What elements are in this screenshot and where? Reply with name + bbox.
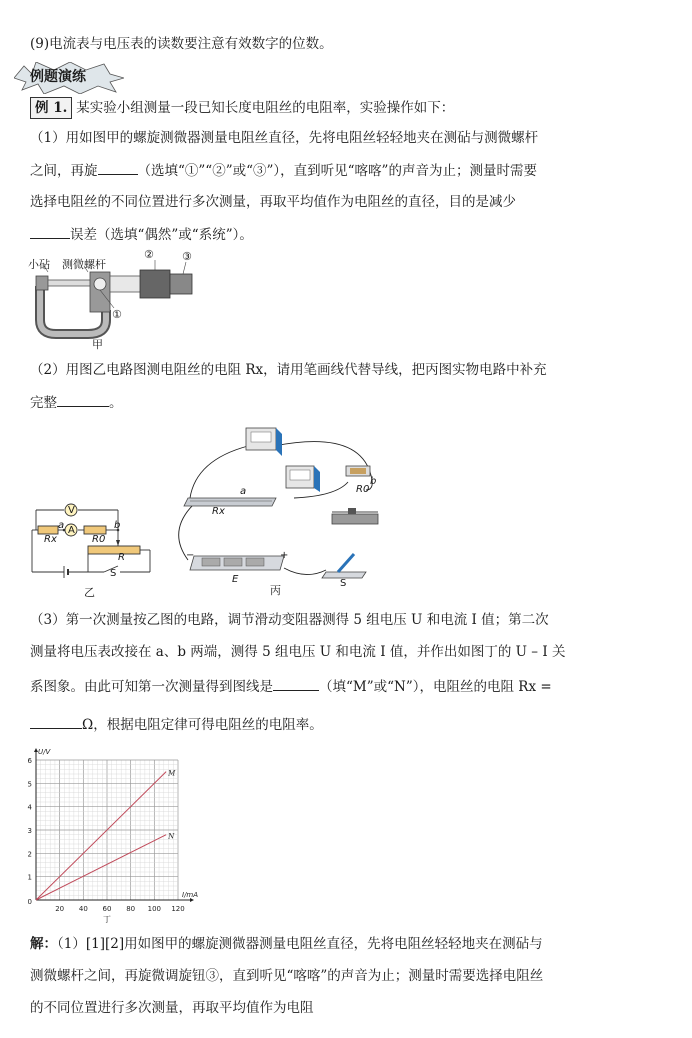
y-tick-label: 4 [27, 803, 32, 812]
rheostat-device-icon [332, 508, 378, 524]
x-tick-label: 40 [78, 905, 88, 913]
series-line-m [36, 772, 166, 900]
q2-line2-a: 完整 [30, 395, 57, 411]
q2-line1: （2）用图乙电路图测电阻丝的电阻 Rx，请用笔画线代替导线，把丙图实物电路中补充 [30, 362, 547, 378]
x-tick-label: 100 [147, 905, 162, 913]
answer-blank-circuit[interactable] [57, 392, 109, 407]
solution-line3: 的不同位置进行多次测量，再取平均值作为电阻 [30, 1000, 314, 1016]
example-intro-text: 某实验小组测量一段已知长度电阻丝的电阻率，实验操作如下： [76, 100, 455, 116]
x-tick-label: 120 [171, 905, 185, 913]
mark-1: ① [112, 308, 122, 321]
label-bing-b: b [370, 476, 377, 487]
label-yi-a: a [58, 520, 65, 531]
solution-line1 [30, 934, 670, 954]
label-yi-s: S [110, 568, 117, 579]
q1-line2-a: 之间，再旋 [30, 163, 98, 179]
q1-line2-b: （选填“①”“②”或“③”），直到听见“喀喀”的声音为止；测量时需要 [137, 163, 537, 179]
answer-blank-error-type[interactable] [30, 224, 70, 239]
series-label-m: M [168, 769, 176, 778]
q2-line2 [30, 392, 670, 413]
mark-2: ② [144, 248, 154, 261]
switch-device-icon [322, 554, 366, 578]
label-bing-r0: R0 [356, 484, 370, 495]
y-tick-label: 3 [27, 827, 32, 835]
label-bing-e: E [232, 574, 239, 585]
lock-knob-icon [94, 278, 106, 290]
label-bing-s: S [340, 578, 347, 589]
anvil-icon [36, 276, 48, 290]
q3-line4 [30, 714, 670, 735]
origin-label: 0 [27, 898, 32, 906]
q1-line2 [30, 160, 670, 181]
label-bing-rx: Rx [212, 506, 225, 517]
q3-line3 [30, 676, 670, 697]
label-yi-rx: Rx [44, 534, 57, 545]
micrometer-figure [28, 250, 208, 345]
q1-line1: （1）用如图甲的螺旋测微器测量电阻丝直径，先将电阻丝轻轻地夹在测砧与测微螺杆 [30, 130, 539, 146]
resistor-r0-icon [346, 466, 370, 476]
x-tick-label: 60 [102, 905, 112, 913]
x-tick-label: 20 [55, 905, 65, 913]
q3-line3-a: 系图象。由此可知第一次测量得到图线是 [30, 679, 273, 695]
ratchet-icon [170, 274, 192, 294]
ui-chart [14, 746, 214, 926]
battery-pack-icon [190, 556, 284, 570]
thimble-icon [140, 270, 170, 298]
label-bing-a: a [240, 486, 247, 497]
solution-line1-text: （1）[1][2]用如图甲的螺旋测微器测量电阻丝直径，先将电阻丝轻轻地夹在测砧与 [57, 936, 543, 952]
example-label: 例 1. [30, 97, 72, 119]
y-tick-label: 5 [27, 780, 32, 789]
answer-blank-knob[interactable] [98, 160, 138, 175]
y-tick-label: 2 [27, 850, 32, 859]
label-screw: 测微螺杆 [62, 258, 106, 271]
solution-line2: 测微螺杆之间，再旋微调旋钮③，直到听见“喀喀”的声音为止；测量时需要选择电阻丝 [30, 968, 544, 984]
q3-line1: （3）第一次测量按乙图的电路，调节滑动变阻器测得 5 组电压 U 和电流 I 值；第二次 [30, 612, 549, 628]
note-9: (9)电流表与电压表的读数要注意有效数字的位数。 [30, 36, 333, 52]
example-intro [30, 97, 670, 119]
label-yi-r: R [118, 552, 125, 563]
q2-line2-b: 。 [109, 395, 123, 411]
q1-line4-b: 误差（选填“偶然”或“系统”）。 [70, 227, 253, 243]
x-axis-label: I/mA [182, 891, 199, 899]
example-badge-text: 例题演练 [30, 69, 86, 85]
q1-line4 [30, 224, 670, 245]
q1-line3: 选择电阻丝的不同位置进行多次测量，再取平均值作为电阻丝的直径，目的是减少 [30, 194, 516, 210]
y-tick-label: 6 [27, 757, 32, 765]
q3-line3-b: （填“M”或“N”），电阻丝的电阻 Rx = [319, 679, 552, 695]
voltmeter-device-icon [246, 428, 282, 456]
caption-bing: 丙 [270, 584, 281, 597]
physical-circuit-figure [176, 420, 386, 590]
answer-blank-line[interactable] [273, 676, 319, 691]
series-label-n: N [168, 832, 175, 841]
answer-blank-resistance[interactable] [30, 714, 82, 729]
mark-3: ③ [182, 250, 192, 263]
solution-label: 解： [30, 936, 57, 952]
resistor-rx-board-icon [184, 498, 276, 506]
label-yi-r0: R0 [92, 534, 106, 545]
ammeter-device-icon [286, 466, 320, 492]
label-anvil: 小砧 [28, 258, 50, 271]
y-axis-label: U/V [38, 748, 51, 756]
caption-yi: 乙 [84, 586, 95, 599]
q3-line4-b: Ω，根据电阻定律可得电阻丝的电阻率。 [82, 717, 323, 733]
label-a: A [68, 525, 75, 536]
label-bing-plus: + [280, 550, 289, 561]
caption-jia: 甲 [92, 338, 103, 351]
label-bing-minus: − [186, 550, 195, 561]
x-tick-label: 80 [126, 905, 136, 913]
label-v: V [68, 505, 75, 516]
label-yi-b: b [114, 520, 121, 531]
y-tick-label: 1 [27, 873, 32, 882]
q3-line2: 测量将电压表改接在 a、b 两端，测得 5 组电压 U 和电流 I 值，并作出如图丁的 U – I 关 [30, 644, 566, 660]
chart-caption: 丁 [103, 915, 111, 924]
